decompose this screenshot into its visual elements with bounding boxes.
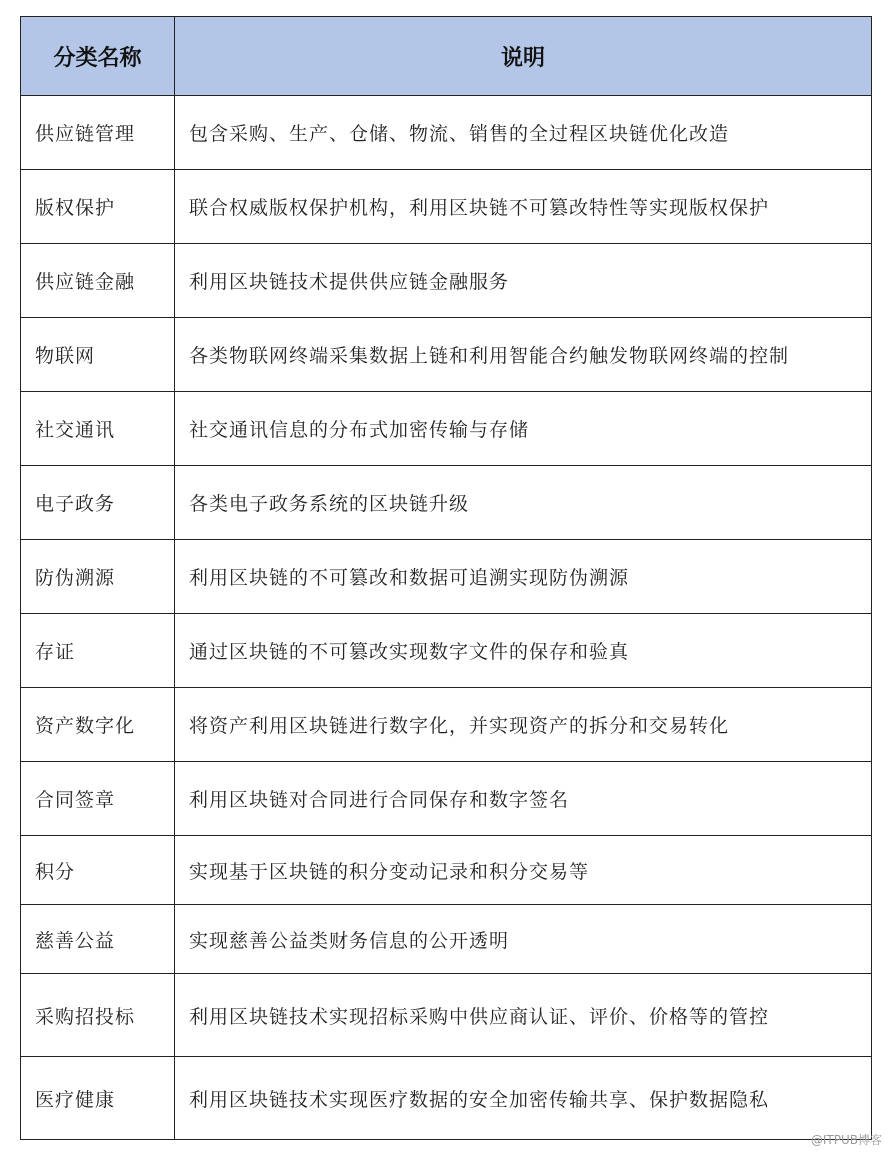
category-cell: 电子政务 <box>21 466 175 540</box>
category-cell: 积分 <box>21 836 175 905</box>
table-row <box>21 318 872 392</box>
description-cell: 通过区块链的不可篡改实现数字文件的保存和验真 <box>175 614 872 688</box>
table-row <box>21 905 872 974</box>
category-cell: 合同签章 <box>21 762 175 836</box>
category-cell: 社交通讯 <box>21 392 175 466</box>
table-row <box>21 96 872 170</box>
table-row <box>21 974 872 1057</box>
table-row <box>21 244 872 318</box>
table-row <box>21 392 872 466</box>
table-row <box>21 836 872 905</box>
description-cell: 利用区块链技术实现招标采购中供应商认证、评价、价格等的管控 <box>175 974 872 1057</box>
table-row <box>21 762 872 836</box>
category-cell: 慈善公益 <box>21 905 175 974</box>
table-row <box>21 170 872 244</box>
header-category: 分类名称 <box>21 17 175 96</box>
description-cell: 利用区块链技术提供供应链金融服务 <box>175 244 872 318</box>
header-description: 说明 <box>175 17 872 96</box>
table-header-row <box>21 17 872 96</box>
description-cell: 实现基于区块链的积分变动记录和积分交易等 <box>175 836 872 905</box>
table-row <box>21 540 872 614</box>
blockchain-application-table <box>20 16 872 1140</box>
table-row <box>21 1057 872 1140</box>
description-cell: 包含采购、生产、仓储、物流、销售的全过程区块链优化改造 <box>175 96 872 170</box>
category-cell: 物联网 <box>21 318 175 392</box>
table-row <box>21 688 872 762</box>
category-cell: 供应链管理 <box>21 96 175 170</box>
table-row <box>21 614 872 688</box>
description-cell: 联合权威版权保护机构，利用区块链不可篡改特性等实现版权保护 <box>175 170 872 244</box>
table-row <box>21 466 872 540</box>
description-cell: 社交通讯信息的分布式加密传输与存储 <box>175 392 872 466</box>
description-cell: 将资产利用区块链进行数字化，并实现资产的拆分和交易转化 <box>175 688 872 762</box>
watermark: @ITPUB博客 <box>810 1133 882 1147</box>
description-cell: 实现慈善公益类财务信息的公开透明 <box>175 905 872 974</box>
description-cell: 利用区块链的不可篡改和数据可追溯实现防伪溯源 <box>175 540 872 614</box>
category-cell: 供应链金融 <box>21 244 175 318</box>
category-cell: 医疗健康 <box>21 1057 175 1140</box>
category-cell: 版权保护 <box>21 170 175 244</box>
category-cell: 资产数字化 <box>21 688 175 762</box>
description-cell: 利用区块链技术实现医疗数据的安全加密传输共享、保护数据隐私 <box>175 1057 872 1140</box>
category-cell: 采购招投标 <box>21 974 175 1057</box>
category-cell: 存证 <box>21 614 175 688</box>
description-cell: 各类电子政务系统的区块链升级 <box>175 466 872 540</box>
description-cell: 各类物联网终端采集数据上链和利用智能合约触发物联网终端的控制 <box>175 318 872 392</box>
description-cell: 利用区块链对合同进行合同保存和数字签名 <box>175 762 872 836</box>
category-cell: 防伪溯源 <box>21 540 175 614</box>
